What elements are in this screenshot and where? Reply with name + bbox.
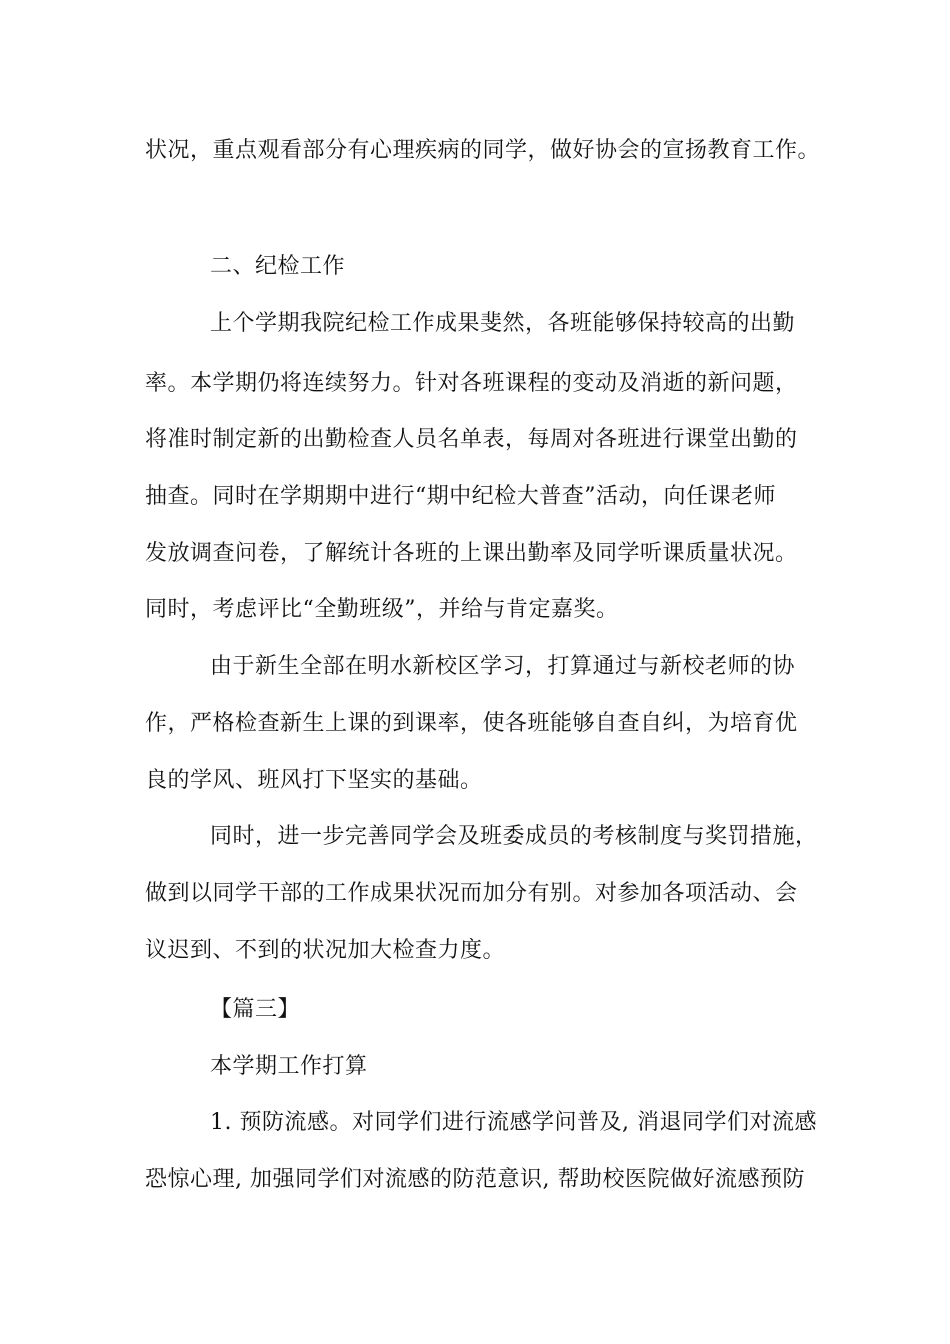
paragraph-line: 恐惊心理, 加强同学们对流感的防范意识, 帮助校医院做好流感预防 (145, 1167, 805, 1192)
paragraph-line: 状况，重点观看部分有心理疾病的同学，做好协会的宣扬教育工作。 (145, 138, 821, 163)
paragraph-line: 率。本学期仍将连续努力。针对各班课程的变动及消逝的新问题， (145, 371, 798, 396)
section-heading: 二、纪检工作 (210, 254, 346, 279)
paragraph-line: 做到以同学干部的工作成果状况而加分有别。对参加各项活动、会 (145, 881, 798, 906)
paragraph-line: 1. 预防流感。对同学们进行流感学问普及, 消退同学们对流感 (210, 1110, 817, 1135)
paragraph-line: 议迟到、不到的状况加大检查力度。 (145, 938, 506, 963)
paragraph-line: 作，严格检查新生上课的到课率，使各班能够自查自纠，为培育优 (145, 711, 798, 736)
paragraph-line: 抽查。同时在学期期中进行“期中纪检大普查”活动，向任课老师 (145, 484, 776, 509)
paragraph-line: 同时，进一步完善同学会及班委成员的考核制度与奖罚措施， (210, 824, 818, 849)
paragraph-line: 上个学期我院纪检工作成果斐然，各班能够保持较高的出勤 (210, 311, 796, 336)
paragraph-line: 同时，考虑评比“全勤班级”，并给与肯定嘉奖。 (145, 597, 619, 622)
section-heading: 【篇三】 (210, 997, 301, 1022)
subheading: 本学期工作打算 (210, 1054, 368, 1079)
paragraph-line: 良的学风、班风打下坚实的基础。 (145, 768, 483, 793)
paragraph-line: 由于新生全部在明水新校区学习，打算通过与新校老师的协 (210, 654, 796, 679)
paragraph-line: 发放调查问卷，了解统计各班的上课出勤率及同学听课质量状况。 (145, 541, 798, 566)
paragraph-line: 将准时制定新的出勤检查人员名单表，每周对各班进行课堂出勤的 (145, 427, 798, 452)
